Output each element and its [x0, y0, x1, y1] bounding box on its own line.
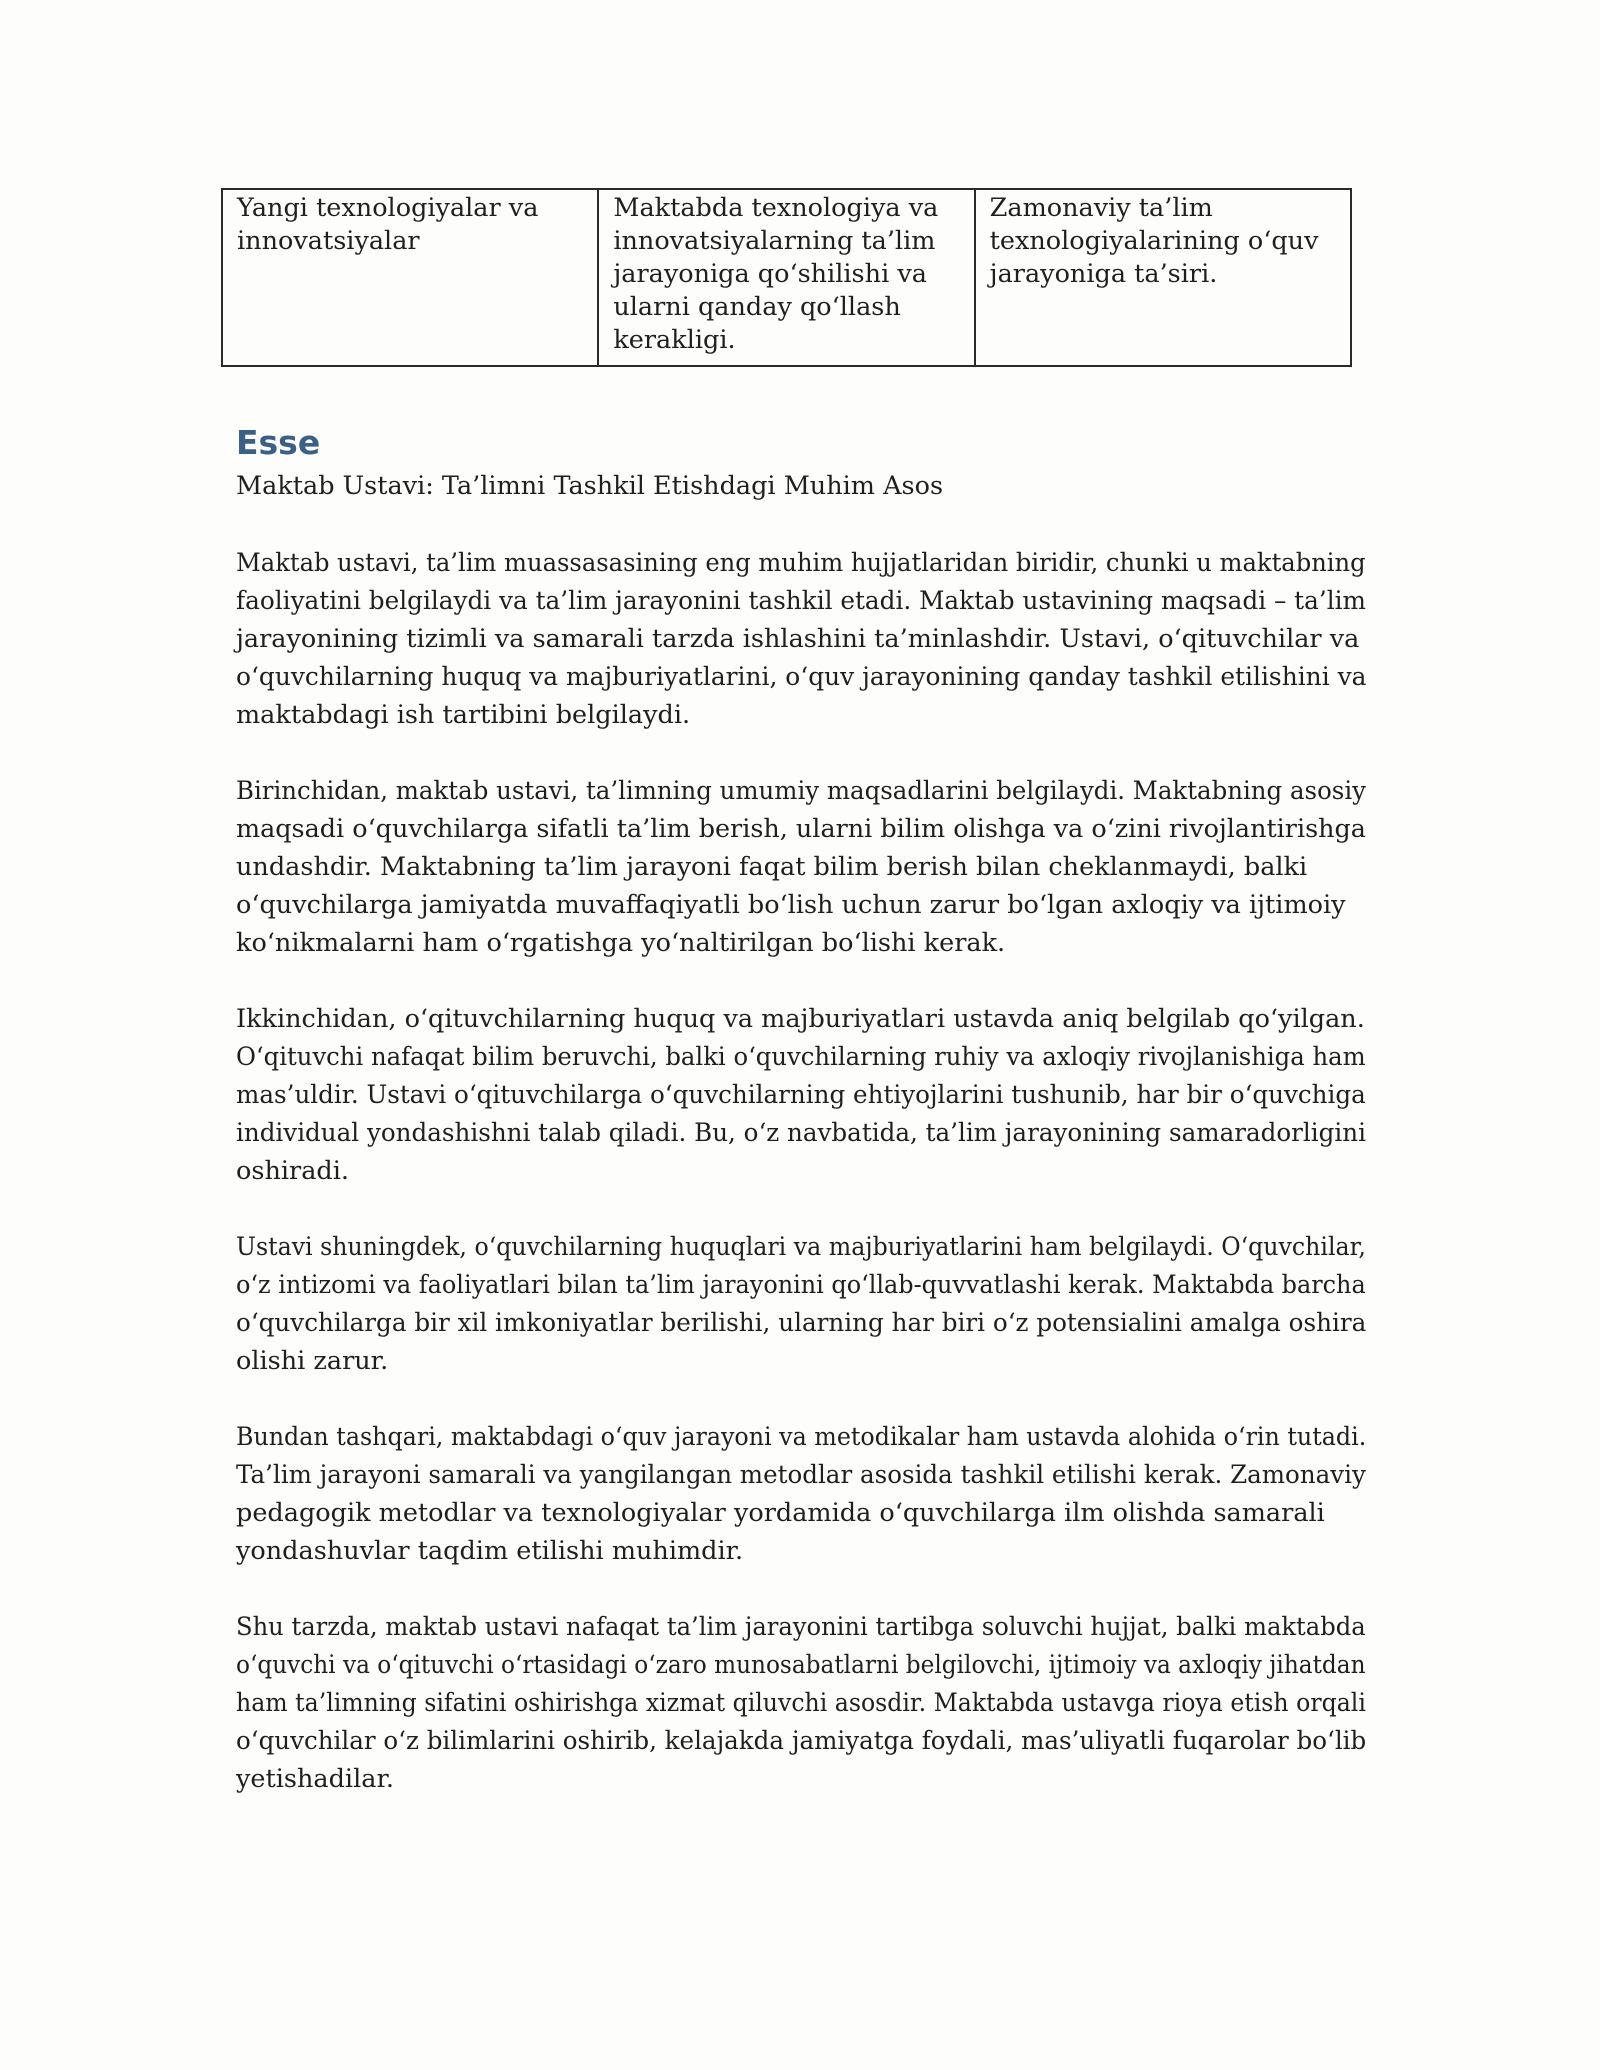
cell-line: jarayoniga qo‘shilishi va	[613, 259, 927, 289]
cell-line: texnologiyalarining o‘quv	[989, 226, 1319, 256]
paragraph-line: pedagogik metodlar va texnologiyalar yordamida o‘quvchilarga ilm olishda samarali	[236, 1498, 1325, 1528]
essay-paragraph	[236, 772, 1366, 962]
paragraph-line: maktabdagi ish tartibini belgilaydi.	[236, 700, 691, 730]
paragraph-line: yetishadilar.	[236, 1764, 394, 1794]
paragraph-line: faoliyatini belgilaydi va ta’lim jarayonini tashkil etadi. Maktab ustavining maqsadi – ta’lim	[236, 586, 1366, 616]
essay-body	[236, 544, 1366, 1836]
table-cell-description	[598, 189, 974, 366]
paragraph-line: Ustavi shuningdek, o‘quvchilarning huquqlari va majburiyatlarini ham belgilaydi. O‘quvchilar,	[236, 1232, 1366, 1262]
paragraph-line: olishi zarur.	[236, 1346, 389, 1376]
paragraph-line: Ikkinchidan, o‘qituvchilarning huquq va majburiyatlari ustavda aniq belgilab qo‘yilgan.	[236, 1004, 1365, 1034]
paragraph-line: o‘quvchilar o‘z bilimlarini oshirib, kelajakda jamiyatga foydali, mas’uliyatli fuqarolar bo‘lib	[236, 1726, 1367, 1756]
essay-paragraph	[236, 544, 1366, 734]
table-cell-impact	[975, 189, 1351, 366]
paragraph-line: individual yondashishni talab qiladi. Bu, o‘z navbatida, ta’lim jarayonining samaradorligini	[236, 1118, 1366, 1148]
cell-line: innovatsiyalarning ta’lim	[613, 226, 936, 256]
table-cell-topic	[222, 189, 598, 366]
paragraph-line: Birinchidan, maktab ustavi, ta’limning umumiy maqsadlarini belgilaydi. Maktabning asosiy	[236, 776, 1366, 806]
cell-line: ularni qanday qo‘llash	[613, 292, 901, 322]
paragraph-line: mas’uldir. Ustavi o‘qituvchilarga o‘quvchilarning ehtiyojlarini tushunib, har bir o‘quvchiga	[236, 1080, 1366, 1110]
paragraph-line: o‘quvchilarning huquq va majburiyatlarini, o‘quv jarayonining qanday tashkil etilishini va	[236, 662, 1367, 692]
paragraph-line: oshiradi.	[236, 1156, 349, 1186]
paragraph-line: O‘qituvchi nafaqat bilim beruvchi, balki o‘quvchilarning ruhiy va axloqiy rivojlanishiga ham	[236, 1042, 1366, 1072]
cell-line: Yangi texnologiyalar va	[237, 193, 539, 223]
paragraph-line: jarayonining tizimli va samarali tarzda ishlashini ta’minlashdir. Ustavi, o‘qituvchilar va	[236, 624, 1360, 654]
paragraph-line: Bundan tashqari, maktabdagi o‘quv jarayoni va metodikalar ham ustavda alohida o‘rin tutadi.	[236, 1422, 1367, 1452]
essay-paragraph	[236, 1418, 1366, 1570]
essay-paragraph	[236, 1000, 1366, 1190]
paragraph-line: o‘quvchilarga bir xil imkoniyatlar berilishi, ularning har biri o‘z potensialini amalga oshira	[236, 1308, 1367, 1338]
cell-line: Zamonaviy ta’lim	[989, 193, 1213, 223]
paragraph-line: Maktab ustavi, ta’lim muassasasining eng muhim hujjatlaridan biridir, chunki u maktabning	[236, 548, 1366, 578]
topic-table	[221, 188, 1352, 367]
essay-subtitle: Maktab Ustavi: Ta’limni Tashkil Etishdagi Muhim Asos	[236, 471, 944, 501]
paragraph-line: o‘z intizomi va faoliyatlari bilan ta’lim jarayonini qo‘llab-quvvatlashi kerak. Maktabda barcha	[236, 1270, 1366, 1300]
essay-paragraph	[236, 1228, 1366, 1380]
paragraph-line: maqsadi o‘quvchilarga sifatli ta’lim berish, ularni bilim olishga va o‘zini rivojlantirishga	[236, 814, 1366, 844]
paragraph-line: ko‘nikmalarni ham o‘rgatishga yo‘naltirilgan bo‘lishi kerak.	[236, 928, 1006, 958]
paragraph-line: ham ta’limning sifatini oshirishga xizmat qiluvchi asosdir. Maktabda ustavga rioya etish orqali	[236, 1688, 1366, 1718]
paragraph-line: o‘quvchi va o‘qituvchi o‘rtasidagi o‘zaro munosabatlarni belgilovchi, ijtimoiy va axloqiy jihatdan	[236, 1650, 1366, 1680]
cell-line: innovatsiyalar	[237, 226, 420, 256]
paragraph-line: yondashuvlar taqdim etilishi muhimdir.	[236, 1536, 744, 1566]
cell-line: jarayoniga ta’siri.	[989, 259, 1218, 289]
paragraph-line: Shu tarzda, maktab ustavi nafaqat ta’lim jarayonini tartibga soluvchi hujjat, balki maktabda	[236, 1612, 1366, 1642]
essay-paragraph	[236, 1608, 1366, 1798]
table-row	[222, 189, 1351, 366]
cell-line: kerakligi.	[613, 325, 736, 355]
paragraph-line: undashdir. Maktabning ta’lim jarayoni faqat bilim berish bilan cheklanmaydi, balki	[236, 852, 1308, 882]
paragraph-line: Ta’lim jarayoni samarali va yangilangan metodlar asosida tashkil etilishi kerak. Zamonaviy	[236, 1460, 1366, 1490]
essay-heading: Esse	[236, 423, 321, 462]
paragraph-line: o‘quvchilarga jamiyatda muvaffaqiyatli bo‘lish uchun zarur bo‘lgan axloqiy va ijtimoiy	[236, 890, 1346, 920]
cell-line: Maktabda texnologiya va	[613, 193, 939, 223]
